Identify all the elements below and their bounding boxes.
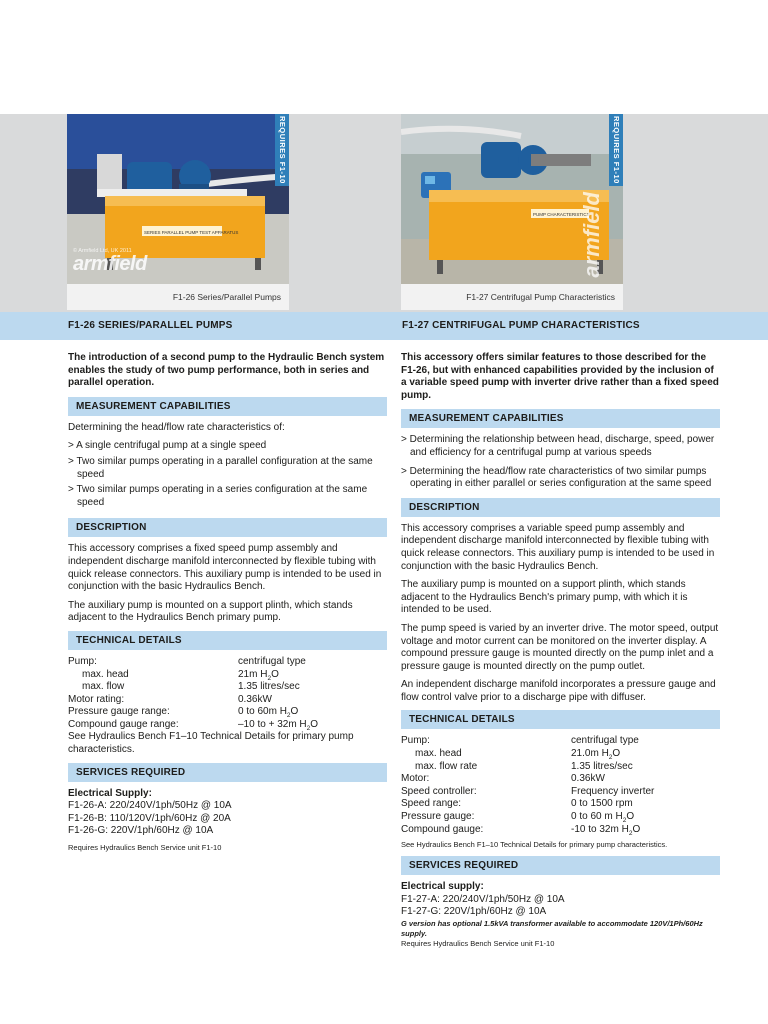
measurement-item: > A single centrifugal pump at a single speed: [68, 440, 267, 452]
measurement-item: > Two similar pumps operating in a parallel configuration at the same speed: [68, 455, 373, 480]
services-header: SERVICES REQUIRED: [68, 763, 387, 782]
description-paragraph: An independent discharge manifold incorporates a pressure gauge and flow control valve prior to a discharge pipe with diffuser.: [401, 679, 716, 703]
measurement-item: > Two similar pumps operating in a series configuration at the same speed: [68, 484, 368, 508]
measurement-header: MEASUREMENT CAPABILITIES: [68, 397, 387, 416]
supply-line: F1-26-G: 220V/1ph/60Hz @ 10A: [68, 825, 214, 837]
table-row: Speed controller: Frequency inverter: [401, 785, 655, 797]
g-version-note: G version has optional 1.5kVA transformer available to accommodate 120V/1Ph/60Hz supply.: [401, 919, 703, 938]
description-header: DESCRIPTION: [401, 498, 720, 517]
svg-text:PUMP CHARACTERISTICS: PUMP CHARACTERISTICS: [533, 212, 590, 217]
table-row: Pressure gauge: 0 to 60 m $H_2O$: [401, 811, 635, 825]
description-paragraph: The auxiliary pump is mounted on a support plinth, which stands adjacent to the Hydraulics Bench's primary pump, with which it is intended to be used.: [401, 579, 688, 616]
table-row: Compound gauge range: –10 to + 32m $H_2O$: [68, 718, 319, 732]
measurement-item: > Determining the head/flow rate characteristics of two similar pumps operating in either parallel or series configuration at the same speed: [401, 465, 712, 490]
table-row: max. head 21.0m $H_2O$: [415, 748, 621, 762]
product-card-f1-26: [67, 114, 289, 310]
description-paragraph: This accessory comprises a variable speed pump assembly and independent discharge manifold interconnected by flexible tubing with quick release connectors. This auxiliary pump is intended to be used in conjunction with the basic Hydraulics Bench.: [401, 522, 715, 572]
column-f1-27: [401, 352, 720, 949]
table-row: Motor rating: 0.36kW: [68, 693, 272, 705]
table-row: Pump: centrifugal type: [68, 655, 306, 667]
description-paragraph: This accessory comprises a fixed speed pump assembly and independent discharge manifold interconnected by flexible tubing with quick release connectors. This auxiliary pump is intended to be used in conjunction with the basic Hydraulics Bench.: [68, 543, 382, 593]
supply-line: F1-26-A: 220/240V/1ph/50Hz @ 10A: [68, 800, 232, 812]
product-title-f1-26: F1-26 SERIES/PARALLEL PUMPS: [68, 320, 233, 331]
table-row: Compound gauge: -10 to 32m $H_2O$: [401, 823, 641, 837]
product-photo-f1-26: [67, 114, 289, 284]
requires-note: Requires Hydraulics Bench Service unit F1-10: [401, 939, 555, 948]
description-paragraph: The pump speed is varied by an inverter drive. The motor speed, output voltage and motor current can be monitored on the inverter display. A compound pressure gauge is mounted directly on the pump inlet and a pressure gauge is mounted directly on the pump outlet.: [401, 622, 719, 672]
intro-paragraph: This accessory offers similar features to those described for the F1-26, but with enhanced capabilities provided by the inclusion of a variable speed pump with inverter drive rather than a fixed speed pump.: [401, 352, 719, 401]
svg-text:SERIES PARALLEL PUMP TEST APPA: SERIES PARALLEL PUMP TEST APPARATUS: [144, 230, 239, 235]
brand-logo: armfield: [73, 253, 147, 275]
brand-logo: armfield: [579, 192, 604, 278]
copyright-mark: © Armfield Ltd, UK 2011: [73, 248, 132, 254]
technical-note: See Hydraulics Bench F1–10 Technical Details for primary pump characteristics.: [68, 731, 354, 756]
photo-caption: F1-26 Series/Parallel Pumps: [67, 284, 289, 310]
requires-note: Requires Hydraulics Bench Service unit F1-10: [68, 843, 222, 853]
measurement-item: > Determining the relationship between head, discharge, speed, power and efficiency for a centrifugal pump at various speeds: [401, 434, 715, 458]
services-header: SERVICES REQUIRED: [401, 856, 720, 875]
table-row: max. head 21m $H_2O$: [82, 668, 279, 682]
table-row: Pressure gauge range: 0 to 60m $H_2O$: [68, 706, 299, 720]
table-row: max. flow rate 1.35 litres/sec: [415, 760, 633, 772]
photo-caption: F1-27 Centrifugal Pump Characteristics: [401, 284, 623, 310]
technical-header: TECHNICAL DETAILS: [68, 631, 387, 650]
description-header: DESCRIPTION: [68, 518, 387, 537]
table-row: Speed range: 0 to 1500 rpm: [401, 798, 633, 810]
product-photo-f1-27: [401, 114, 623, 284]
product-card-f1-27: [401, 114, 623, 310]
column-f1-26: [68, 352, 387, 853]
technical-table: [401, 735, 720, 836]
supply-line: F1-26-B: 110/120V/1ph/60Hz @ 20A: [68, 812, 231, 824]
technical-header: TECHNICAL DETAILS: [401, 710, 720, 729]
table-row: max. flow 1.35 litres/sec: [82, 681, 300, 693]
technical-table: [68, 656, 387, 732]
requires-tab: REQUIRES F1-10: [609, 114, 623, 186]
measurement-intro: Determining the head/flow rate characteristics of:: [68, 421, 285, 433]
requires-tab: REQUIRES F1-10: [275, 114, 289, 186]
measurement-header: MEASUREMENT CAPABILITIES: [401, 409, 720, 428]
description-paragraph: The auxiliary pump is mounted on a support plinth, which stands adjacent to the Hydraulics Bench primary pump.: [68, 599, 353, 624]
technical-note: See Hydraulics Bench F1–10 Technical Details for primary pump characteristics.: [401, 840, 668, 850]
table-row: Pump: centrifugal type: [401, 735, 639, 747]
intro-paragraph: The introduction of a second pump to the Hydraulic Bench system enables the study of two pump performance, both in series and parallel operation.: [68, 352, 385, 389]
supply-line: F1-27-G: 220V/1ph/60Hz @ 10A: [401, 906, 547, 918]
table-row: Motor: 0.36kW: [401, 773, 605, 785]
supply-line: F1-27-A: 220/240V/1ph/50Hz @ 10A: [401, 893, 565, 905]
supply-label: Electrical supply:: [401, 881, 484, 893]
supply-label: Electrical Supply:: [68, 787, 152, 799]
product-title-f1-27: F1-27 CENTRIFUGAL PUMP CHARACTERISTICS: [402, 320, 640, 331]
